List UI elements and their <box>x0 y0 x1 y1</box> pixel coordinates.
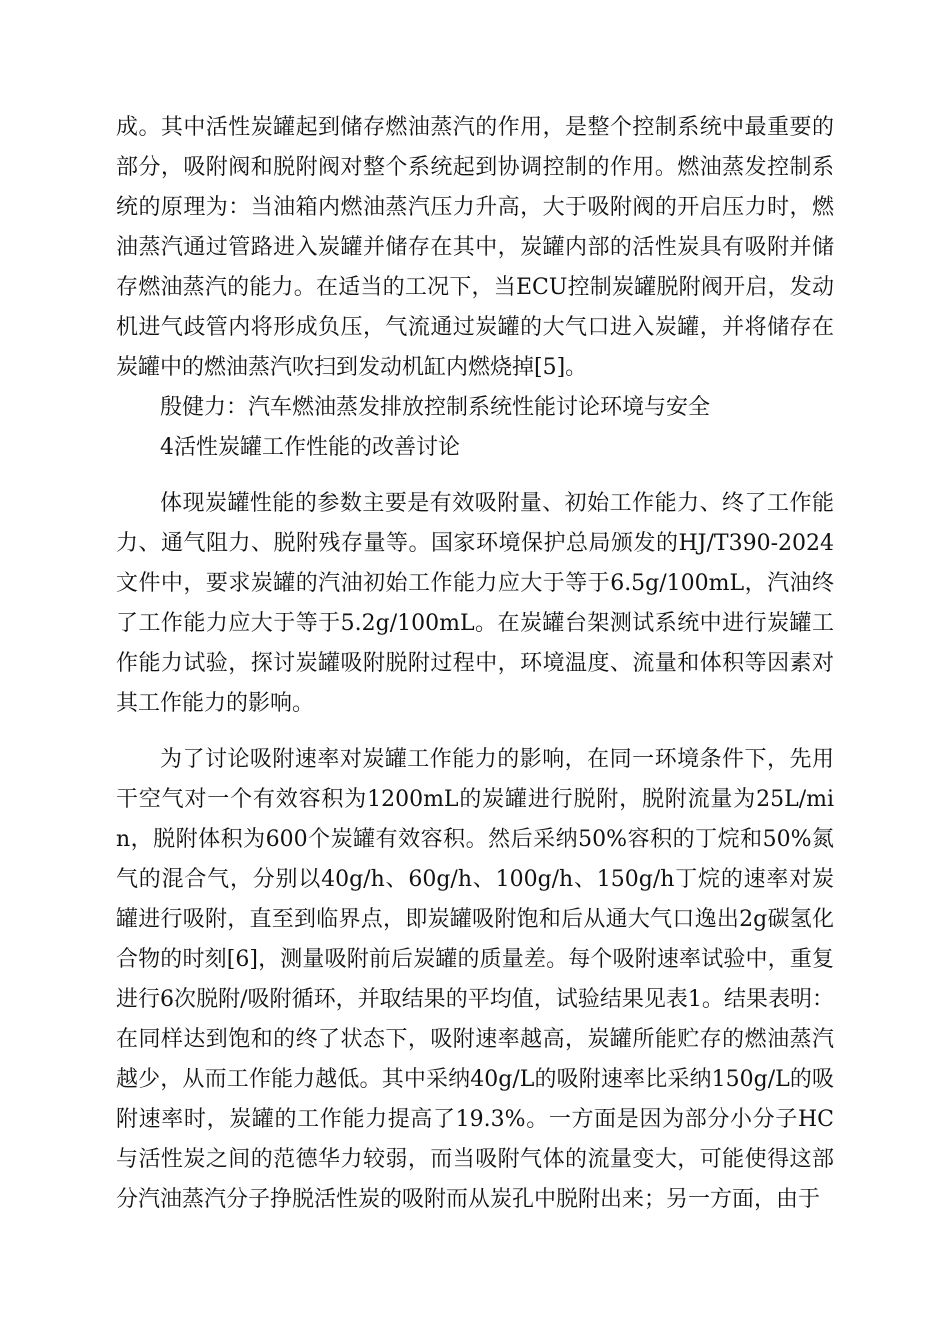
section-heading: 4活性炭罐工作性能的改善讨论 <box>160 435 460 460</box>
paragraph-adsorption-rate: 为了讨论吸附速率对炭罐工作能力的影响，在同一环境条件下，先用干空气对一个有效容积为1200mL的炭罐进行脱附，脱附流量为25L/min，脱附体积为600个炭罐有效容积。然后采纳50%容积的丁烷和50%氮气的混合气，分别以40g/h、60g/h、100g/h、150g/h丁烷的速率对炭罐进行吸附，直至到临界点，即炭罐吸附饱和后从通大气口逸出2g碳氢化合物的时刻[6]，测量吸附前后炭罐的质量差。每个吸附速率试验中，重复进行6次脱附/吸附循环，并取结果的平均值，试验结果见表1。结果表明：在同样达到饱和的终了状态下，吸附速率越高，炭罐所能贮存的燃油蒸汽越少，从而工作能力越低。其中采纳40g/L的吸附速率比采纳150g/L的吸附速率时，炭罐的工作能力提高了19.3%。一方面是因为部分小分子HC与活性炭之间的范德华力较弱，而当吸附气体的流量变大，可能使得这部分汽油蒸汽分子挣脱活性炭的吸附而从炭孔中脱附出来；另一方面，由于 <box>116 747 834 1212</box>
document-page <box>116 108 834 1220</box>
paragraph-intro-continuation: 成。其中活性炭罐起到储存燃油蒸汽的作用，是整个控制系统中最重要的部分，吸附阀和脱附阀对整个系统起到协调控制的作用。燃油蒸发控制系统的原理为：当油箱内燃油蒸汽压力升高，大于吸附阀的开启压力时，燃油蒸汽通过管路进入炭罐并储存在其中，炭罐内部的活性炭具有吸附并储存燃油蒸汽的能力。在适当的工况下，当ECU控制炭罐脱附阀开启，发动机进气歧管内将形成负压，气流通过炭罐的大气口进入炭罐，并将储存在炭罐中的燃油蒸汽吹扫到发动机缸内燃烧掉[5]。 <box>116 115 834 380</box>
paragraph-performance-parameters: 体现炭罐性能的参数主要是有效吸附量、初始工作能力、终了工作能力、通气阻力、脱附残存量等。国家环境保护总局颁发的HJ/T390-2024文件中，要求炭罐的汽油初始工作能力应大于等于6.5g/100mL，汽油终了工作能力应大于等于5.2g/100mL。在炭罐台架测试系统中进行炭罐工作能力试验，探讨炭罐吸附脱附过程中，环境温度、流量和体积等因素对其工作能力的影响。 <box>116 491 834 716</box>
author-title-line: 殷健力：汽车燃油蒸发排放控制系统性能讨论环境与安全 <box>160 395 711 420</box>
